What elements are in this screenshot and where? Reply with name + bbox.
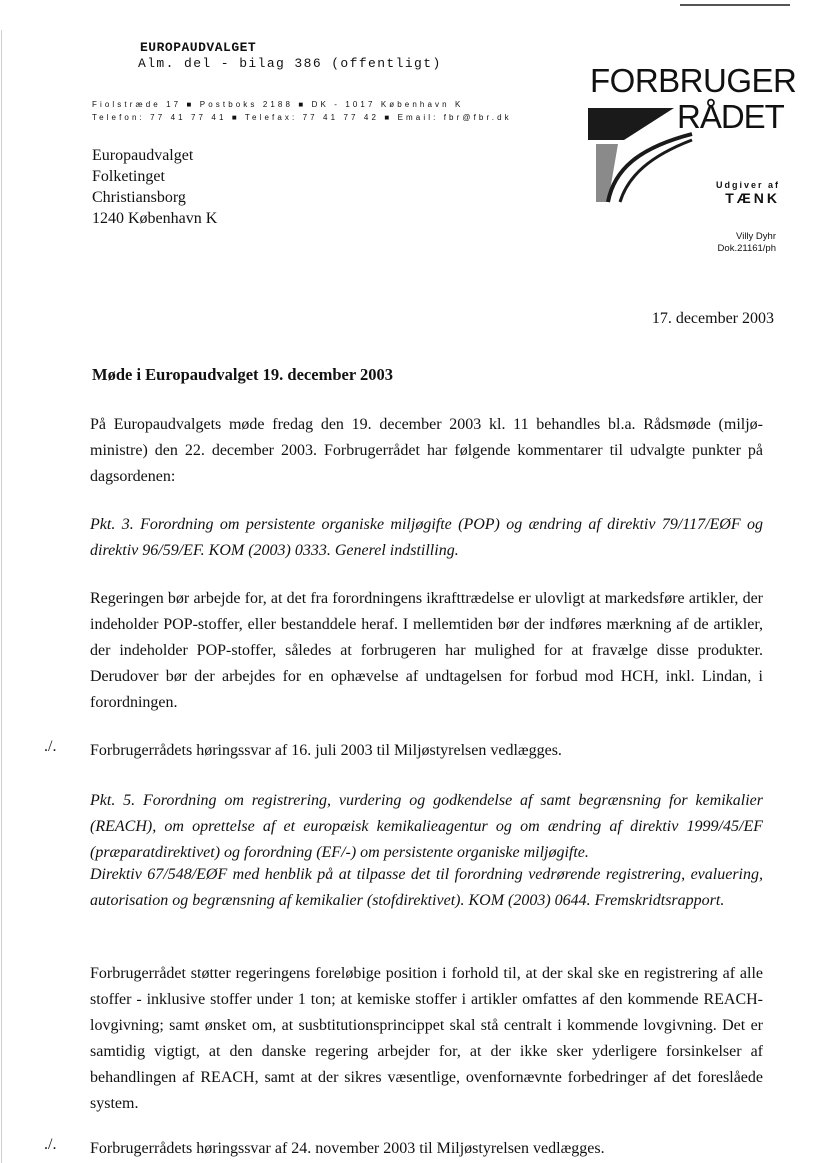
publisher-label: Udgiver af xyxy=(715,180,780,190)
agenda-item-5-subtitle: Direktiv 67/548/EØF med henblik på at tilpasse det til forordning vedrørende registrering, evaluering, autorisation og begrænsning af kemikalier (stofdirektivet). KOM (2003) 0644. Fremskridtsrapport. xyxy=(90,866,763,909)
agenda-item-3-body: Regeringen bør arbejde for, at det fra forordningens ikrafttrædelse er ulovligt at markedsføre artikler, der indeholder POP-stoffer, eller bestanddele heraf. I mellemtiden bør der indføres mærkning af de artikler, der indeholder POP-stoffer, således at forbrugeren har mulighed for at fravælge disse produkter. Derudover bør der arbejdes for en ophævelse af undtagelsen for forbud mod HCH, inkl. Lindan, i forordningen. xyxy=(90,590,763,711)
recipient-line: Christiansborg xyxy=(92,189,186,206)
letterhead-contact: Telefon: 77 41 77 41 ■ Telefax: 77 41 77 42 ■ Email: fbr@fbr.dk xyxy=(92,113,512,122)
letterhead-address: Fiolstræde 17 ■ Postboks 2188 ■ DK - 1017 København K xyxy=(92,100,464,109)
intro-paragraph: På Europaudvalgets møde fredag den 19. december 2003 kl. 11 behandles bl.a. Rådsmøde (miljøministre) den 22. december 2003. Forbrugerrådet har følgende kommentarer til udvalgte punkter på dagsordenen: xyxy=(90,416,763,485)
stamp-subtitle: Alm. del - bilag 386 (offentligt) xyxy=(138,56,442,71)
agenda-item-3-title: Pkt. 3. Forordning om persistente organiske miljøgifte (POP) og ændring af direktiv 79/117/EØF og direktiv 96/59/EF. KOM (2003) 0333. Generel indstilling. xyxy=(90,516,763,559)
annex-mark: ./. xyxy=(44,738,57,755)
recipient-line: 1240 København K xyxy=(92,210,218,227)
recipient-address xyxy=(92,145,217,229)
annex-1-note: Forbrugerrådets høringssvar af 16. juli 2003 til Miljøstyrelsen vedlægges. xyxy=(90,742,562,759)
agenda-item-5-body: Forbrugerrådet støtter regeringens foreløbige position i forhold til, at der skal ske en registrering af alle stoffer - inklusive stoffer under 1 ton; at kemiske stoffer i artikler omfattes af den kommende REACH-lovgivning; samt ønsket om, at susbtitutionsprincippet skal stå centralt i kommende lovgivning. Det er samtidig vigtigt, at den danske regering arbejder for, at der ikke sker yderligere forsinkelser af behandlingen af REACH, samt at der sikres væsentlige, ovenfornævnte forbedringer af det foreslåede system. xyxy=(90,965,763,1112)
annex-2-note: Forbrugerrådets høringssvar af 24. november 2003 til Miljøstyrelsen vedlægges. xyxy=(90,1140,605,1157)
forbrugerraadet-logo-icon xyxy=(588,100,698,210)
recipient-line: Europaudvalget xyxy=(92,147,194,164)
stamp-title: EUROPAUDVALGET xyxy=(140,40,257,55)
reference-doc: Dok.21161/ph xyxy=(717,243,776,254)
publisher-name: TÆNK xyxy=(725,190,780,206)
scan-edge-line xyxy=(680,4,790,6)
letter-date: 17. december 2003 xyxy=(651,310,774,327)
reference-name: Villy Dyhr xyxy=(736,231,776,242)
letter-subject: Møde i Europaudvalget 19. december 2003 xyxy=(92,365,393,384)
annex-mark: ./. xyxy=(44,1136,57,1153)
recipient-line: Folketinget xyxy=(92,168,165,185)
agenda-item-5-title: Pkt. 5. Forordning om registrering, vurdering og godkendelse af samt begrænsning for kemikalier (REACH), om oprettelse af et europæisk kemikalieagentur og om ændring af direktiv 1999/45/EF (præparatdirektivet) og forordning (EF/-) om persistente organiske miljøgifte. xyxy=(90,792,763,861)
brand-name-bottom: RÅDET xyxy=(677,98,784,135)
scan-margin-line xyxy=(1,30,2,1163)
brand-name-top: FORBRUGER xyxy=(590,62,797,99)
